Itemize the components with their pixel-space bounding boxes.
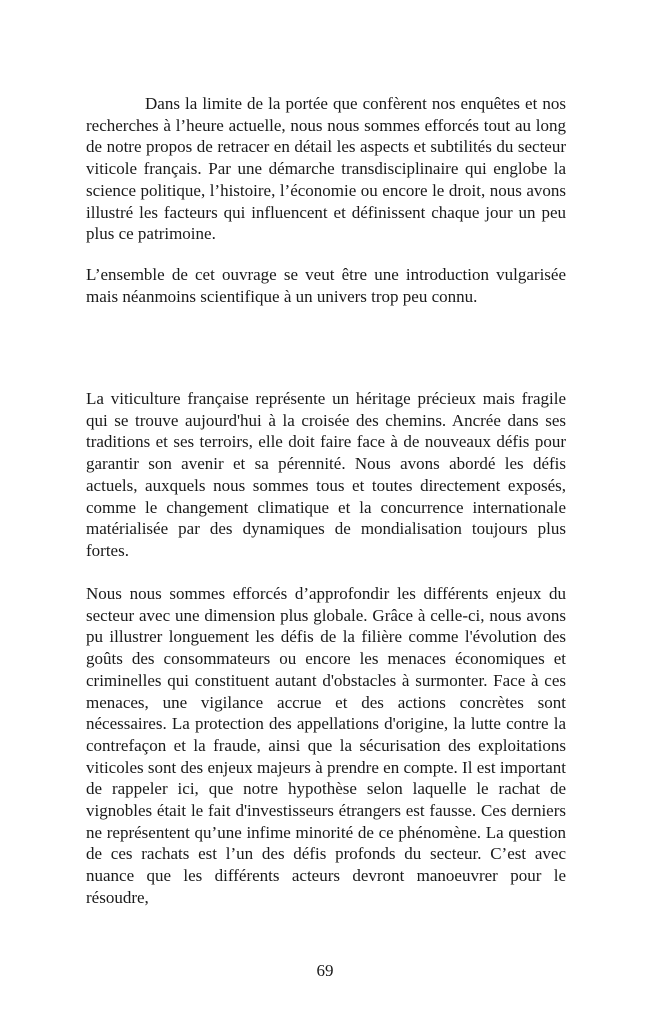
paragraph-block-1	[86, 93, 566, 245]
paragraph-block-4	[86, 583, 566, 909]
paragraph-2: L’ensemble de cet ouvrage se veut être une introduction vulgarisée mais néanmoins scientifique à un univers trop peu connu.	[86, 265, 566, 306]
paragraph-block-3	[86, 388, 566, 562]
paragraph-3: La viticulture française représente un héritage précieux mais fragile qui se trouve aujourd'hui à la croisée des chemins. Ancrée dans ses traditions et ses terroirs, elle doit faire face à de nouveaux défis pour garantir son avenir et sa pérennité. Nous avons abordé les défis actuels, auxquels nous sommes tous et toutes directement exposés, comme le changement climatique et la concurrence internationale matérialisée par des dynamiques de mondialisation toujours plus fortes.	[86, 389, 566, 560]
paragraph-block-2	[86, 264, 566, 307]
paragraph-1: Dans la limite de la portée que confèrent nos enquêtes et nos recherches à l’heure actuelle, nous nous sommes efforcés tout au long de notre propos de retracer en détail les aspects et subtilités du secteur viticole français. Par une démarche transdisciplinaire qui englobe la science politique, l’histoire, l’économie ou encore le droit, nous avons illustré les facteurs qui influencent et définissent chaque jour un peu plus ce patrimoine.	[86, 94, 566, 244]
paragraph-4: Nous nous sommes efforcés d’approfondir les différents enjeux du secteur avec une dimension plus globale. Grâce à celle-ci, nous avons pu illustrer longuement les défis de la filière comme l'évolution des goûts des consommateurs ou encore les menaces économiques et criminelles qui constituent autant d'obstacles à surmonter. Face à ces menaces, une vigilance accrue et des actions concrètes sont nécessaires. La protection des appellations d'origine, la lutte contre la contrefaçon et la fraude, ainsi que la sécurisation des exploitations viticoles sont des enjeux majeurs à prendre en compte. Il est important de rappeler ici, que notre hypothèse selon laquelle le rachat de vignobles était le fait d'investisseurs étrangers est fausse. Ces derniers ne représentent qu’une infime minorité de ce phénomène. La question de ces rachats est l’un des défis profonds du secteur. C’est avec nuance que les différents acteurs devront manoeuvrer pour le résoudre,	[86, 584, 566, 907]
page-number: 69	[316, 961, 334, 980]
